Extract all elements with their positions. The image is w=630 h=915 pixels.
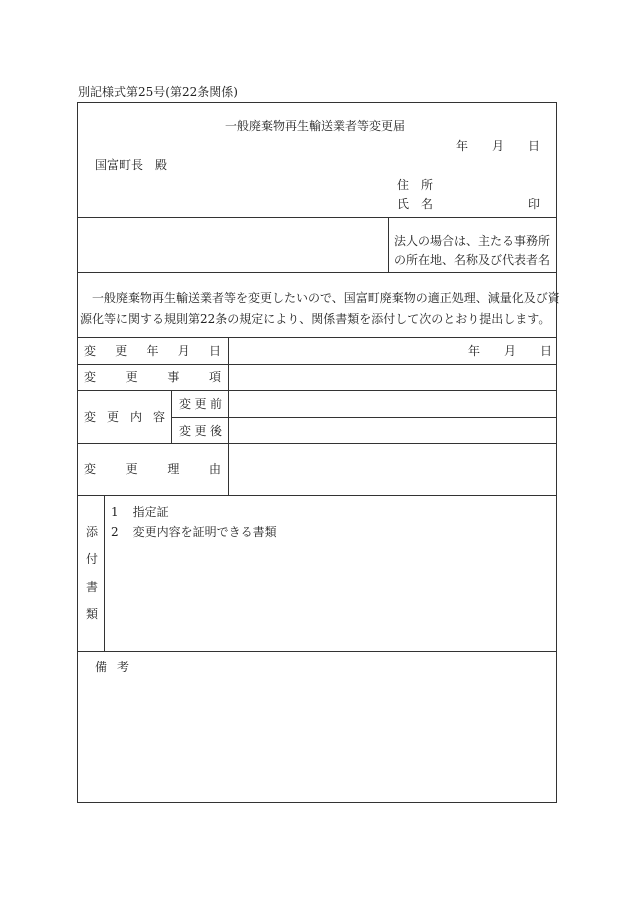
divider (171, 390, 172, 443)
divider (77, 364, 557, 365)
date-year: 年 (456, 139, 469, 153)
remarks-label: 備 考 (95, 660, 129, 674)
corporate-note: 法人の場合は、主たる事務所 の所在地、名称及び代表者名 (394, 234, 551, 267)
change-item-label: 変 更 事 項 (84, 370, 221, 384)
divider (77, 390, 557, 391)
statement: 一般廃棄物再生輸送業者等を変更したいので、国富町廃棄物の適正処理、減量化及び資 源化等に関する規則第22条の規定により、関係書類を添付して次のとおり提出します。 (80, 291, 560, 326)
form-title: 一般廃棄物再生輸送業者等変更届 (224, 119, 405, 133)
after-change-label: 変 更 後 (179, 424, 222, 438)
attachment-item: 1 指定証 (111, 505, 169, 519)
change-date-label: 変 更 年 月 日 (84, 344, 221, 358)
address-label: 住 所 (397, 178, 433, 192)
divider (388, 218, 389, 272)
date-month: 月 (492, 139, 505, 153)
change-reason-label: 変 更 理 由 (84, 462, 221, 476)
change-content-label: 変 更 内 容 (84, 410, 165, 424)
divider (77, 272, 557, 273)
divider (77, 495, 557, 496)
seal-mark: 印 (528, 197, 541, 211)
divider (77, 217, 557, 218)
divider (228, 337, 229, 495)
form-frame (77, 102, 557, 803)
divider (77, 337, 557, 338)
date-day: 日 (528, 139, 541, 153)
change-date-year: 年 (468, 344, 481, 358)
change-date-month: 月 (504, 344, 517, 358)
addressee: 国富町長 殿 (95, 158, 168, 172)
divider (104, 495, 105, 651)
before-change-label: 変 更 前 (179, 397, 222, 411)
attachments-label: 添 付 書 類 (85, 525, 98, 621)
divider (77, 651, 557, 652)
name-label: 氏 名 (397, 197, 433, 211)
change-date-day: 日 (540, 344, 553, 358)
divider (77, 443, 557, 444)
form-number: 別記様式第25号(第22条関係) (78, 85, 238, 99)
attachment-item: 2 変更内容を証明できる書類 (111, 525, 277, 539)
